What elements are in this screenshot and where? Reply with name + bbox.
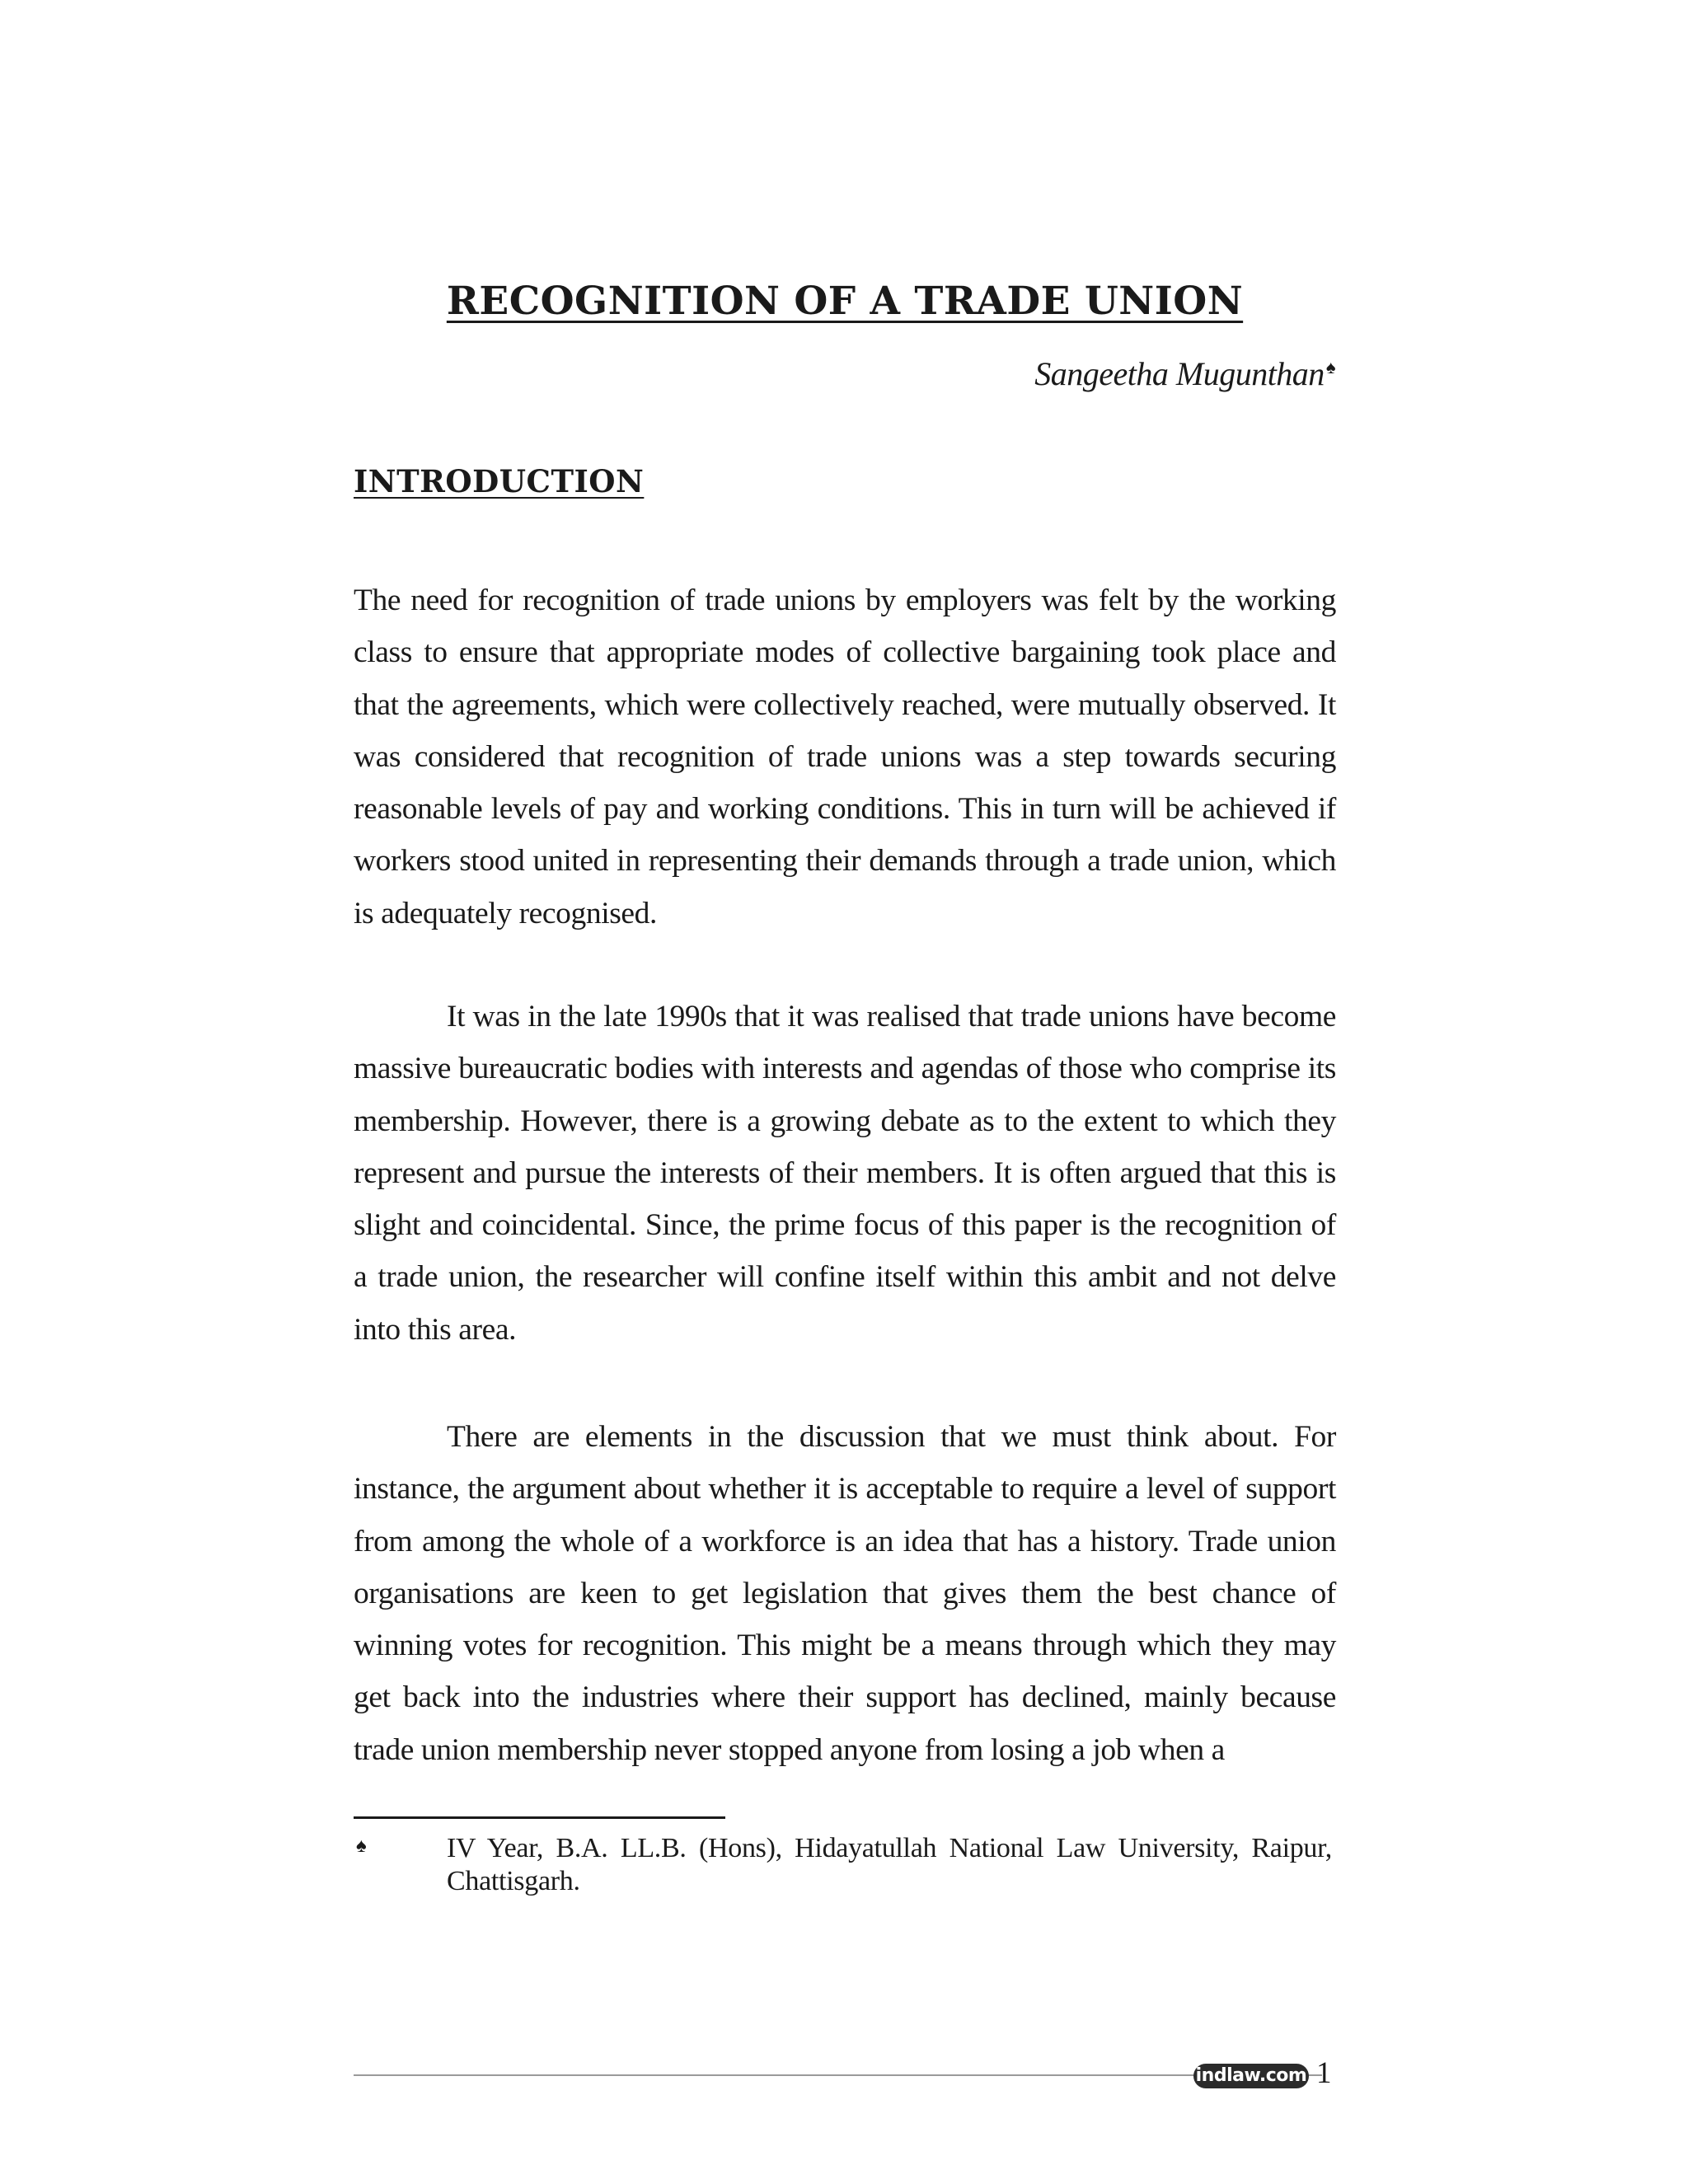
indlaw-logo: indlaw.com [1193,2064,1309,2088]
footnote-text: IV Year, B.A. LL.B. (Hons), Hidayatullah National Law University, Raipur, Chattisgarh. [447,1833,1332,1896]
footer-rule [354,2074,1322,2076]
footnote-mark: ♠ [356,1835,367,1857]
page-number: 1 [1316,2056,1332,2090]
paragraph-3: There are elements in the discussion that we must think about. For instance, the argument about whether it is acceptable to require a level of support from among the whole of a workforce is an idea that has a history. Trade union organisations are keen to get legislation that gives them the best chance of winning votes for recognition. This might be a means through which they may get back into the industries where their support has declined, mainly because trade union membership never stopped anyone from losing a job when a [354,1420,1336,1767]
author-line [1034,354,1335,393]
document-title: RECOGNITION OF A TRADE UNION [446,279,1244,324]
footnote-separator [354,1816,725,1819]
paragraph-1: The need for recognition of trade unions by employers was felt by the working class to ensure that appropriate modes of collective bargaining took place and that the agreements, which were collectively reached, were mutually observed. It was considered that recognition of trade unions was a step towards securing reasonable levels of pay and working conditions. This in turn will be achieved if workers stood united in representing their demands through a trade union, which is adequately recognised. [354,583,1336,930]
author-name: Sangeetha Mugunthan [1034,355,1325,392]
paragraph-2: It was in the late 1990s that it was realised that trade unions have become massive bureaucratic bodies with interests and agendas of those who comprise its membership. However, there is a growing debate as to the extent to which they represent and pursue the interests of their members. It is often argued that this is slight and coincidental. Since, the prime focus of this paper is the recognition of a trade union, the researcher will confine itself within this ambit and not delve into this area. [354,1000,1336,1347]
author-footnote-mark: ♠ [1325,357,1335,377]
section-heading-introduction: INTRODUCTION [354,463,645,499]
